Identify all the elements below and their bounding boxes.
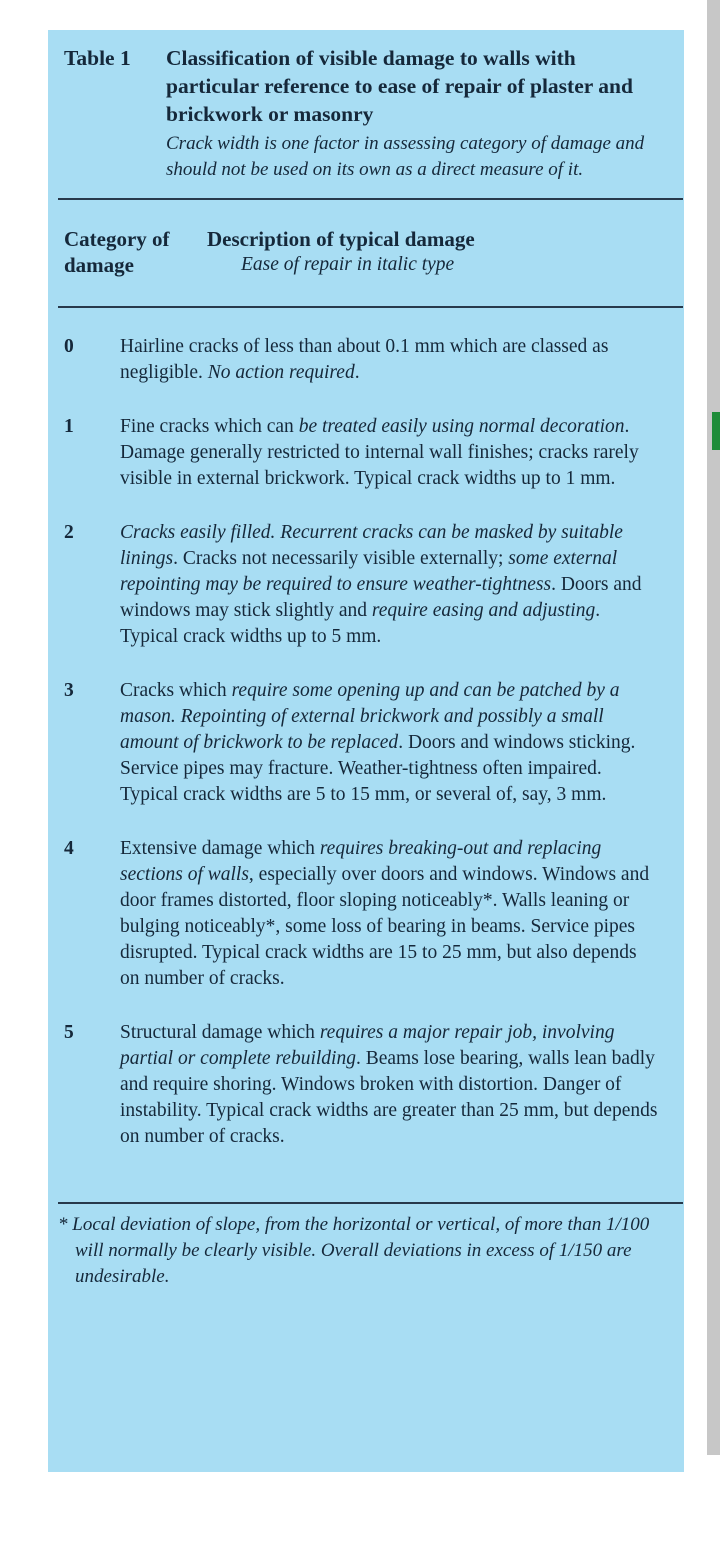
table-row-category-2 xyxy=(64,520,660,650)
category-number: 0 xyxy=(64,336,74,357)
category-number: 3 xyxy=(64,680,74,701)
description-column-title: Description of typical damage xyxy=(207,227,475,251)
description-column-header xyxy=(207,226,660,278)
table-row-category-5 xyxy=(64,1020,660,1150)
damage-description: Cracks easily filled. Recurrent cracks can be masked by suitable linings. Cracks not necessarily visible externally; some external repointing may be required to ensure weather-tightness. Doors and windows may stick slightly and require easing and adjusting. Typical crack widths up to 5 mm. xyxy=(120,522,642,647)
damage-description: Fine cracks which can be treated easily using normal decoration. Damage generally restricted to internal wall finishes; cracks rarely visible in external brickwork. Typical crack widths up to 1 mm. xyxy=(120,416,639,489)
table-row-category-1 xyxy=(64,414,660,492)
damage-description: Hairline cracks of less than about 0.1 mm which are classed as negligible. No action required. xyxy=(120,336,609,383)
divider-footnote xyxy=(58,1202,683,1204)
divider-header xyxy=(58,306,683,308)
category-number: 1 xyxy=(64,416,74,437)
table-row-category-4 xyxy=(64,836,660,992)
scrollbar-annotation-marker xyxy=(712,412,720,450)
damage-description: Extensive damage which requires breaking-out and replacing sections of walls, especially over doors and windows. Windows and door frames distorted, floor sloping noticeably*. Walls leaning or bulging noticeably*, some loss of bearing in beams. Service pipes disrupted. Typical crack widths are 15 to 25 mm, but also depends on number of cracks. xyxy=(120,838,650,989)
table-row-category-0 xyxy=(64,334,660,386)
scrollbar-track[interactable] xyxy=(707,0,720,1455)
table-title: Classification of visible damage to walls with particular reference to ease of repair of plaster and brickwork or masonry xyxy=(166,46,633,126)
table-header xyxy=(64,44,660,128)
category-column-header: Category of damage xyxy=(64,227,170,277)
category-number: 4 xyxy=(64,838,74,859)
table-footnote: * Local deviation of slope, from the horizontal or vertical, of more than 1/100 will normally be clearly visible. Overall deviations in excess of 1/150 are undesirable. xyxy=(58,1214,650,1287)
damage-description: Cracks which require some opening up and can be patched by a mason. Repointing of external brickwork and possibly a small amount of brickwork to be replaced. Doors and windows sticking. Service pipes may fracture. Weather-tightness often impaired. Typical crack widths are 5 to 15 mm, or several of, say, 3 mm. xyxy=(120,680,636,805)
damage-classification-table xyxy=(48,30,684,1472)
table-number-label: Table 1 xyxy=(64,46,131,70)
category-number: 5 xyxy=(64,1022,74,1043)
category-number: 2 xyxy=(64,522,74,543)
description-column-subtitle: Ease of repair in italic type xyxy=(241,254,455,275)
divider-top xyxy=(58,198,683,200)
table-row-category-3 xyxy=(64,678,660,808)
damage-description: Structural damage which requires a major repair job, involving partial or complete rebuilding. Beams lose bearing, walls lean badly and require shoring. Windows broken with distortion. Danger of instability. Typical crack widths are greater than 25 mm, but depends on number of cracks. xyxy=(120,1022,658,1147)
column-headers xyxy=(64,226,660,278)
table-subtitle: Crack width is one factor in assessing category of damage and should not be used on its own as a direct measure of it. xyxy=(166,133,645,180)
